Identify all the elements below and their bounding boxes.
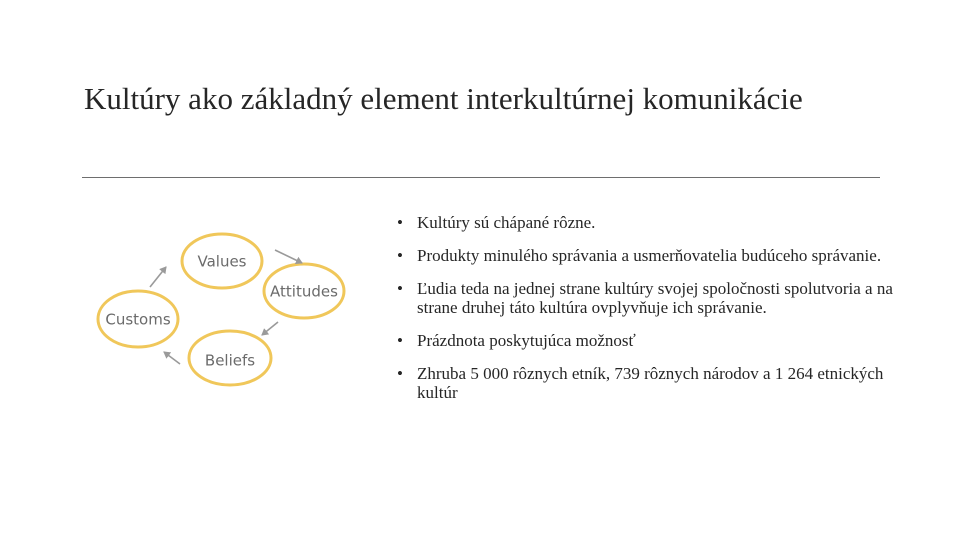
attitudes-label: Attitudes [270,282,338,301]
beliefs-label: Beliefs [204,351,256,370]
customs-label: Customs [105,310,171,329]
bullet-text: Prázdnota poskytujúca možnosť [417,331,636,350]
bullet-item [393,364,893,402]
arrow-beliefs-to-customs [164,352,180,364]
arrow-values-to-attitudes [275,250,302,263]
bullet-list [393,213,893,416]
bullet-item [393,213,893,232]
arrow-attitudes-to-beliefs [262,322,278,335]
bullet-dot: • [397,246,403,265]
slide-title: Kultúry ako základný element interkultúrnej komunikácie [84,81,803,116]
bullet-dot: • [397,331,403,350]
values-label: Values [197,252,247,271]
bullet-dot: • [397,279,403,298]
bullet-dot: • [397,364,403,383]
bullet-item [393,279,893,317]
bullet-text: Kultúry sú chápané rôzne. [417,213,596,232]
bullet-text: Produkty minulého správania a usmerňovatelia budúceho správanie. [417,246,882,265]
title-divider [82,177,880,178]
bullet-item [393,331,893,350]
culture-cycle-diagram [92,222,354,394]
bullet-text: Zhruba 5 000 rôznych etník, 739 rôznych národov a 1 264 etnických kultúr [417,364,884,402]
bullet-dot: • [397,213,403,232]
cycle-diagram-svg [92,222,354,394]
bullet-text: Ľudia teda na jednej strane kultúry svojej spoločnosti spolutvoria a na strane druhej táto kultúra ovplyvňuje ich správanie. [417,279,893,317]
arrow-customs-to-values [150,267,166,287]
bullet-item [393,246,893,265]
